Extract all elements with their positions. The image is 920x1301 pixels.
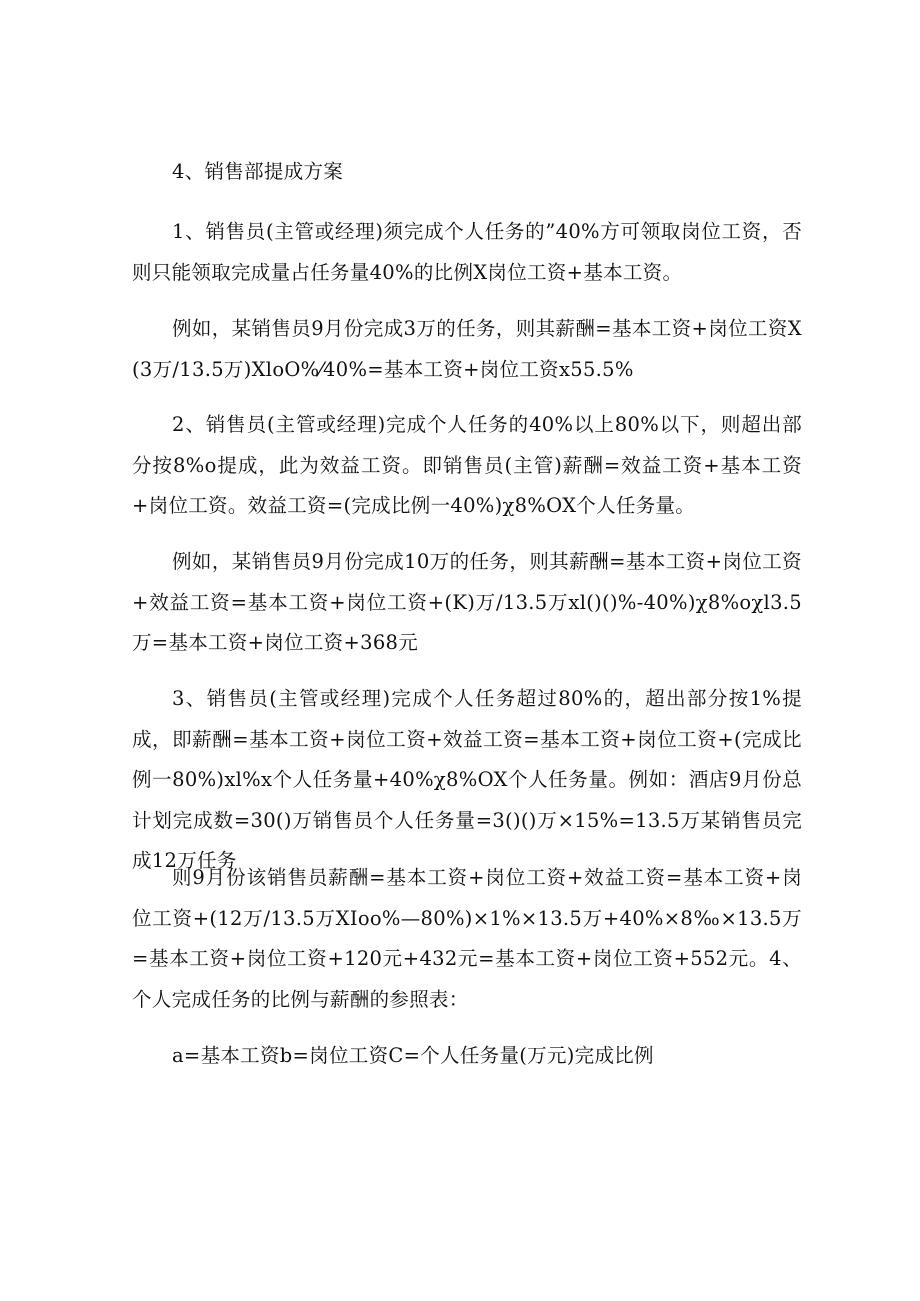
paragraph-rule-1: 1、销售员(主管或经理)须完成个人任务的”40%方可领取岗位工资，否则只能领取完成量占任务量40%的比例X岗位工资+基本工资。: [132, 220, 802, 284]
paragraph-example-2: 例如，某销售员9月份完成10万的任务，则其薪酬=基本工资+岗位工资+效益工资=基本工资+岗位工资+(K)万/13.5万xl()()%-40%)χ8%oχl3.5万=基本工资+岗位工资+368元: [132, 550, 802, 654]
paragraph-rule-3: 3、销售员(主管或经理)完成个人任务超过80%的，超出部分按1%提成，即薪酬=基本工资+岗位工资+效益工资=基本工资+岗位工资+(完成比例一80%)xl%x个人任务量+40%χ8%OX个人任务量。例如：酒店9月份总计划完成数=30()万销售员个人任务量=3()()万×15%=13.5万某销售员完成12万任务: [132, 687, 802, 872]
section-heading: 4、销售部提成方案: [172, 160, 344, 183]
paragraph-rule-2: 2、销售员(主管或经理)完成个人任务的40%以上80%以下，则超出部分按8%o提成，此为效益工资。即销售员(主管)薪酬=效益工资+基本工资+岗位工资。效益工资=(完成比例一40%)χ8%OX个人任务量。: [132, 413, 802, 517]
paragraph-legend: a=基本工资b=岗位工资C=个人任务量(万元)完成比例: [172, 1044, 654, 1067]
paragraph-example-3: 则9月份该销售员薪酬=基本工资+岗位工资+效益工资=基本工资+岗位工资+(12万/13.5万XIoo%—80%)×1%×13.5万+40%×8‰×13.5万=基本工资+岗位工资+120元+432元=基本工资+岗位工资+552元。4、个人完成任务的比例与薪酬的参照表：: [132, 866, 802, 1011]
paragraph-example-1: 例如，某销售员9月份完成3万的任务，则其薪酬=基本工资+岗位工资X(3万/13.5万)XloO%⁄40%=基本工资+岗位工资x55.5%: [132, 317, 802, 381]
